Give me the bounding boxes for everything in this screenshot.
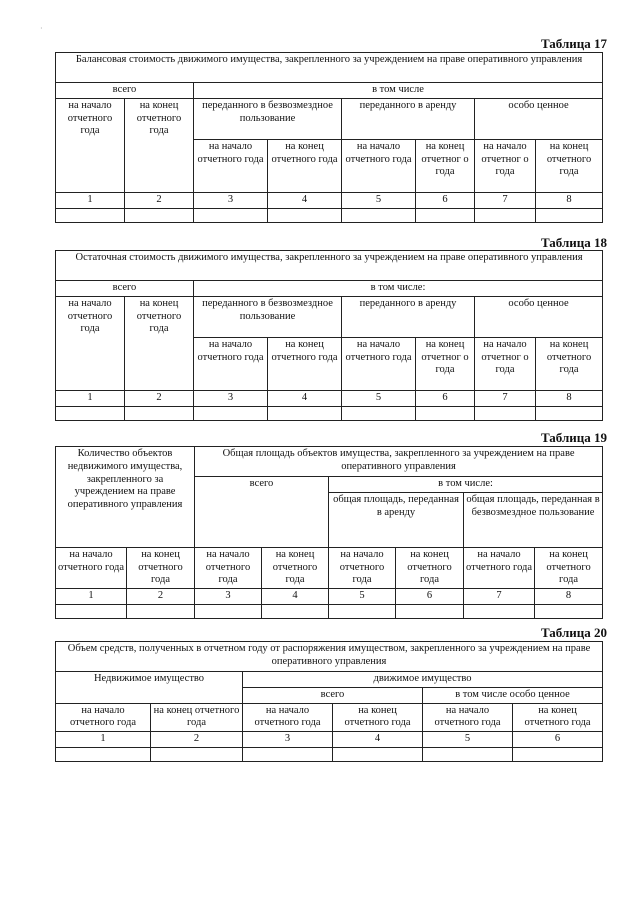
col-number: 2 [127,589,195,605]
col-number: 3 [243,732,333,748]
col-number: 7 [475,192,536,208]
empty-row [56,406,603,420]
group-free-use: переданного в безвозмездное пользование [194,98,342,139]
col-number: 4 [268,390,342,406]
table-20 [55,641,603,762]
col-end: на конец отчетного года [268,337,342,390]
col-end: на конец отчетного года [536,139,603,192]
col-start: на начало отчетного года [195,547,262,588]
col-number: 2 [125,192,194,208]
table-19 [55,446,603,619]
col-start: на начало отчетного года [423,703,513,732]
table-17-header: Балансовая стоимость движимого имущества, закрепленного за учреждением на праве оперативного управления [56,53,603,83]
table-17 [55,52,603,223]
col-number: 6 [513,732,603,748]
col-number: 8 [536,390,603,406]
col-start: на начало отчетного года [243,703,333,732]
table-19-right-header: Общая площадь объектов имущества, закрепленного за учреждением на праве оперативного управления [195,447,603,477]
table-18 [55,250,603,421]
col-end: на конец отчетного года [513,703,603,732]
table-20-title: Таблица 20 [540,625,607,640]
col-start: на начало отчетного года [56,98,125,192]
empty-row [56,747,603,761]
col-number: 4 [333,732,423,748]
col-start: на начало отчетного года [342,139,416,192]
col-start: на начало отчетног о года [475,337,536,390]
group-lease: переданного в аренду [342,296,475,337]
col-number: 5 [329,589,396,605]
col-number: 2 [151,732,243,748]
col-including: в том числе [194,83,603,99]
col-number: 5 [342,192,416,208]
col-number: 1 [56,732,151,748]
col-start: на начало отчетного года [194,337,268,390]
col-end: на конец отчетног о года [416,139,475,192]
col-number: 7 [464,589,535,605]
col-end: на конец отчетного года [535,547,603,588]
col-number: 3 [195,589,262,605]
col-total: всего [56,281,194,297]
col-number: 6 [416,390,475,406]
group-free-use-area: общая площадь, переданная в безвозмездное пользование [464,492,603,547]
col-start: на начало отчетного года [56,296,125,390]
col-number: 8 [536,192,603,208]
group-movable: движимое имущество [243,672,603,688]
col-start: на начало отчетного года [56,703,151,732]
col-number: 7 [475,390,536,406]
col-including: в том числе: [194,281,603,297]
scan-mark: · [40,24,43,33]
col-total: всего [195,477,329,548]
col-number: 8 [535,589,603,605]
col-number: 6 [416,192,475,208]
col-total: всего [243,687,423,703]
col-including: в том числе: [329,477,603,493]
col-number: 3 [194,390,268,406]
col-start: на начало отчетного года [194,139,268,192]
col-end: на конец отчетного года [125,296,194,390]
col-number: 1 [56,390,125,406]
col-number: 4 [268,192,342,208]
col-total: всего [56,83,194,99]
col-start: на начало отчетног о года [475,139,536,192]
empty-row [56,208,603,222]
table-20-header: Объем средств, полученных в отчетном году от распоряжения имуществом, закрепленного за учреждением на праве оперативного управления [56,642,603,672]
empty-row [56,604,603,618]
col-end: на конец отчетног о года [416,337,475,390]
group-valuable: особо ценное [475,296,603,337]
table-18-title: Таблица 18 [540,235,607,250]
col-start: на начало отчетного года [464,547,535,588]
table-18-header: Остаточная стоимость движимого имущества, закрепленного за учреждением на праве оперативного управления [56,251,603,281]
col-start: на начало отчетного года [329,547,396,588]
col-number: 1 [56,589,127,605]
col-end: на конец отчетного года [151,703,243,732]
col-end: на конец отчетного года [268,139,342,192]
table-19-left-header: Количество объектов недвижимого имущества, закрепленного за учреждением на праве оперативного управления [56,447,195,548]
col-number: 3 [194,192,268,208]
group-lease-area: общая площадь, переданная в аренду [329,492,464,547]
col-number: 1 [56,192,125,208]
col-number: 5 [423,732,513,748]
group-immovable: Недвижимое имущество [56,672,243,704]
group-free-use: переданного в безвозмездное пользование [194,296,342,337]
col-end: на конец отчетного года [536,337,603,390]
col-including-valuable: в том числе особо ценное [423,687,603,703]
col-end: на конец отчетного года [125,98,194,192]
col-end: на конец отчетного года [127,547,195,588]
col-end: на конец отчетного года [333,703,423,732]
col-number: 4 [262,589,329,605]
col-end: на конец отчетного года [396,547,464,588]
col-number: 2 [125,390,194,406]
table-19-title: Таблица 19 [540,430,607,445]
col-number: 6 [396,589,464,605]
group-valuable: особо ценное [475,98,603,139]
group-lease: переданного в аренду [342,98,475,139]
col-number: 5 [342,390,416,406]
table-17-title: Таблица 17 [540,36,607,51]
col-start: на начало отчетного года [56,547,127,588]
col-start: на начало отчетного года [342,337,416,390]
col-end: на конец отчетного года [262,547,329,588]
